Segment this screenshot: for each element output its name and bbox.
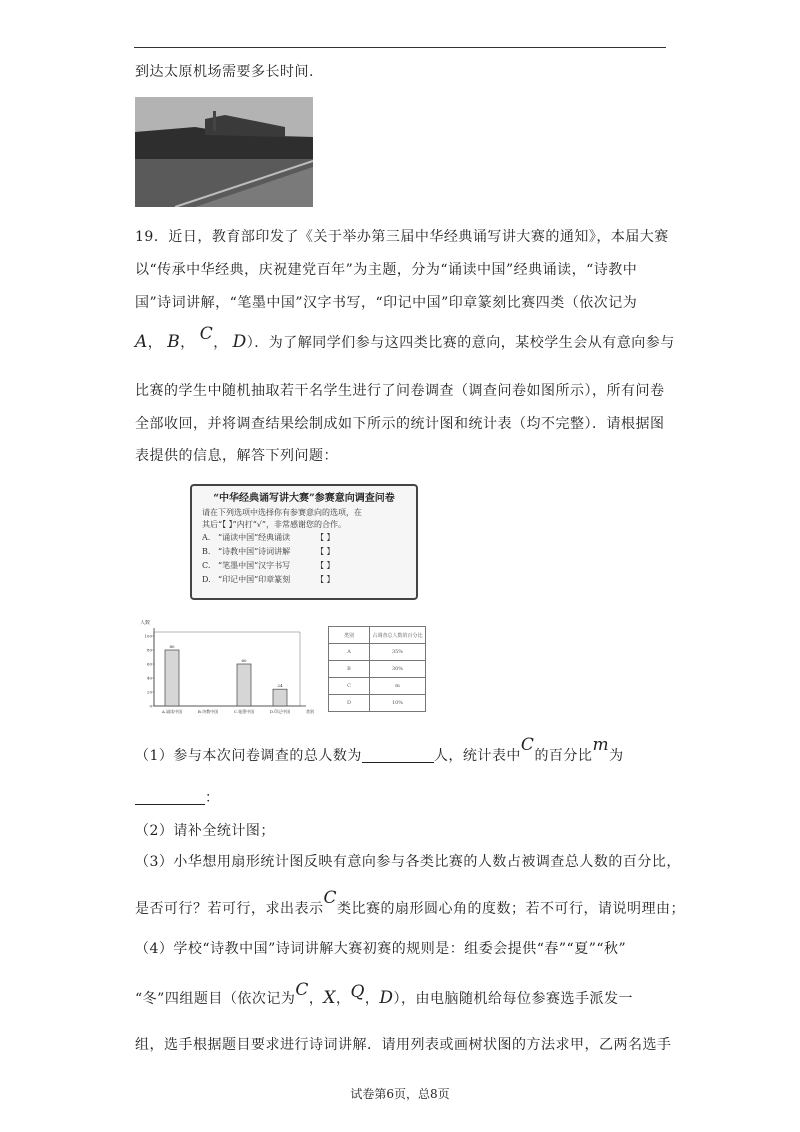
survey-instruction-1: 请在下列选项中选择你有参赛意向的选项，在 xyxy=(202,508,362,517)
airport-photo xyxy=(135,97,313,207)
var-q: Q xyxy=(350,982,365,1002)
q19-line-1: 19．近日，教育部印发了《关于举办第三届中华经典诵写讲大赛的通知》，本届大赛 xyxy=(135,229,669,245)
var-x: X xyxy=(323,988,336,1008)
table-cell: B xyxy=(329,661,370,678)
survey-option-d: D. “印记中国”印章篆刻 【 】 xyxy=(202,575,335,584)
var-c: C xyxy=(520,735,535,755)
stats-table-header xyxy=(329,627,426,644)
table-row xyxy=(329,644,426,661)
y-tick-label: 0 xyxy=(149,703,152,709)
table-row xyxy=(329,678,426,695)
x-tick-label: C.笔墨中国 xyxy=(233,709,255,714)
var-m: m xyxy=(592,735,610,755)
bar-value-label: 60 xyxy=(241,658,247,663)
x-tick-label: A.诵读中国 xyxy=(161,709,183,714)
part-4-line-1: （4）学校“诗教中国”诗词讲解大赛初赛的规则是：组委会提供“春”“夏”“秋” xyxy=(135,941,627,957)
bar xyxy=(165,650,179,706)
var-a: A xyxy=(135,332,148,352)
bar-value-label: 24 xyxy=(277,683,283,689)
bar xyxy=(237,664,251,706)
part-4-line-3: 组，选手根据题目要求进行诗词讲解．请用列表或画树状图的方法求甲，乙两名选手 xyxy=(135,1037,672,1053)
table-cell: 30% xyxy=(370,661,426,678)
survey-option-a: A. “诵读中国”经典诵读 【 】 xyxy=(202,533,335,542)
q19-line-4: A， B， C， D）．为了解同学们参与这四类比赛的意向，某校学生会从有意向参与 xyxy=(135,324,675,352)
var-c: C xyxy=(199,324,214,344)
var-b: B xyxy=(167,332,181,352)
q19-line-3: 国”诗词讲解，“笔墨中国”汉字书写，“印记中国”印章篆刻比赛四类（依次记为 xyxy=(135,295,638,311)
table-cell: A xyxy=(329,644,370,661)
bar xyxy=(273,689,287,706)
x-tick-label: B.诗教中国 xyxy=(197,709,219,714)
q19-line-2: 以“传承中华经典，庆祝建党百年”为主题，分为“诵读中国”经典诵读，“诗教中 xyxy=(135,262,638,278)
q19-line-6: 全部收回，并将调查结果绘制成如下所示的统计图和统计表（均不完整）．请根据图 xyxy=(135,416,665,432)
survey-option-b: B. “诗教中国”诗词讲解 【 】 xyxy=(202,547,335,556)
var-c: C xyxy=(295,980,309,1000)
y-axis-label: 人数 xyxy=(140,620,151,626)
x-axis-end-label: 类别 xyxy=(306,709,314,714)
table-cell: C xyxy=(329,678,370,695)
part-1-line-2: ： xyxy=(135,788,220,808)
y-tick-label: 60 xyxy=(146,661,152,667)
x-tick-label: D.印记中国 xyxy=(269,709,291,714)
part-3-line-2: 是否可行？若可行，求出表示C类比赛的扇形圆心角的度数；若不可行，请说明理由； xyxy=(135,888,686,917)
answer-blank-percent xyxy=(135,788,205,805)
table-row xyxy=(329,661,426,678)
survey-title: “中华经典诵写讲大赛”参赛意向调查问卷 xyxy=(213,493,395,504)
y-tick-label: 40 xyxy=(146,675,152,681)
table-cell: 10% xyxy=(370,695,426,712)
survey-option-c: C. “笔墨中国”汉字书写 【 】 xyxy=(202,561,335,570)
y-tick-label: 80 xyxy=(146,647,152,653)
table-header-cell: 类别 xyxy=(329,627,370,644)
var-d: D xyxy=(379,988,394,1008)
q19-line-7: 表提供的信息，解答下列问题： xyxy=(135,448,338,464)
var-c: C xyxy=(323,888,338,908)
table-row xyxy=(329,695,426,712)
table-header-cell: 占调查总人数的百分比 xyxy=(370,627,426,644)
bar-chart xyxy=(140,620,325,724)
header-rule xyxy=(134,47,666,48)
part-1-line: （1）参与本次问卷调查的总人数为 人，统计表中C的百分比m为 xyxy=(135,735,624,764)
table-cell: D xyxy=(329,695,370,712)
part-3-line-1: （3）小华想用扇形统计图反映有意向参与各类比赛的人数占被调查总人数的百分比， xyxy=(135,854,681,870)
survey-instruction-2: 其后“【 】”内打“√”，非常感谢您的合作。 xyxy=(202,520,346,529)
y-tick-label: 100 xyxy=(144,633,152,639)
intro-line: 到达太原机场需要多长时间. xyxy=(135,64,314,80)
bar-chart-svg xyxy=(140,620,325,720)
y-tick-label: 20 xyxy=(146,689,152,695)
q19-line-4-text: ）．为了解同学们参与这四类比赛的意向，某校学生会从有意向参与 xyxy=(246,335,675,351)
stats-table xyxy=(328,626,426,712)
table-cell: m xyxy=(370,678,426,695)
part-2-line: （2）请补全统计图； xyxy=(135,823,275,839)
part-4-line-2: “冬”四组题目（依次记为C，X，Q，D），由电脑随机给每位参赛选手派发一 xyxy=(135,980,634,1008)
page-footer: 试卷第6页，总8页 xyxy=(350,1087,450,1101)
q19-line-5: 比赛的学生中随机抽取若干名学生进行了问卷调查（调查问卷如图所示），所有问卷 xyxy=(135,383,665,399)
bar-value-label: 80 xyxy=(169,644,175,649)
table-cell: 35% xyxy=(370,644,426,661)
var-d: D xyxy=(232,332,247,352)
answer-blank-total xyxy=(362,746,434,763)
survey-card xyxy=(190,484,418,600)
